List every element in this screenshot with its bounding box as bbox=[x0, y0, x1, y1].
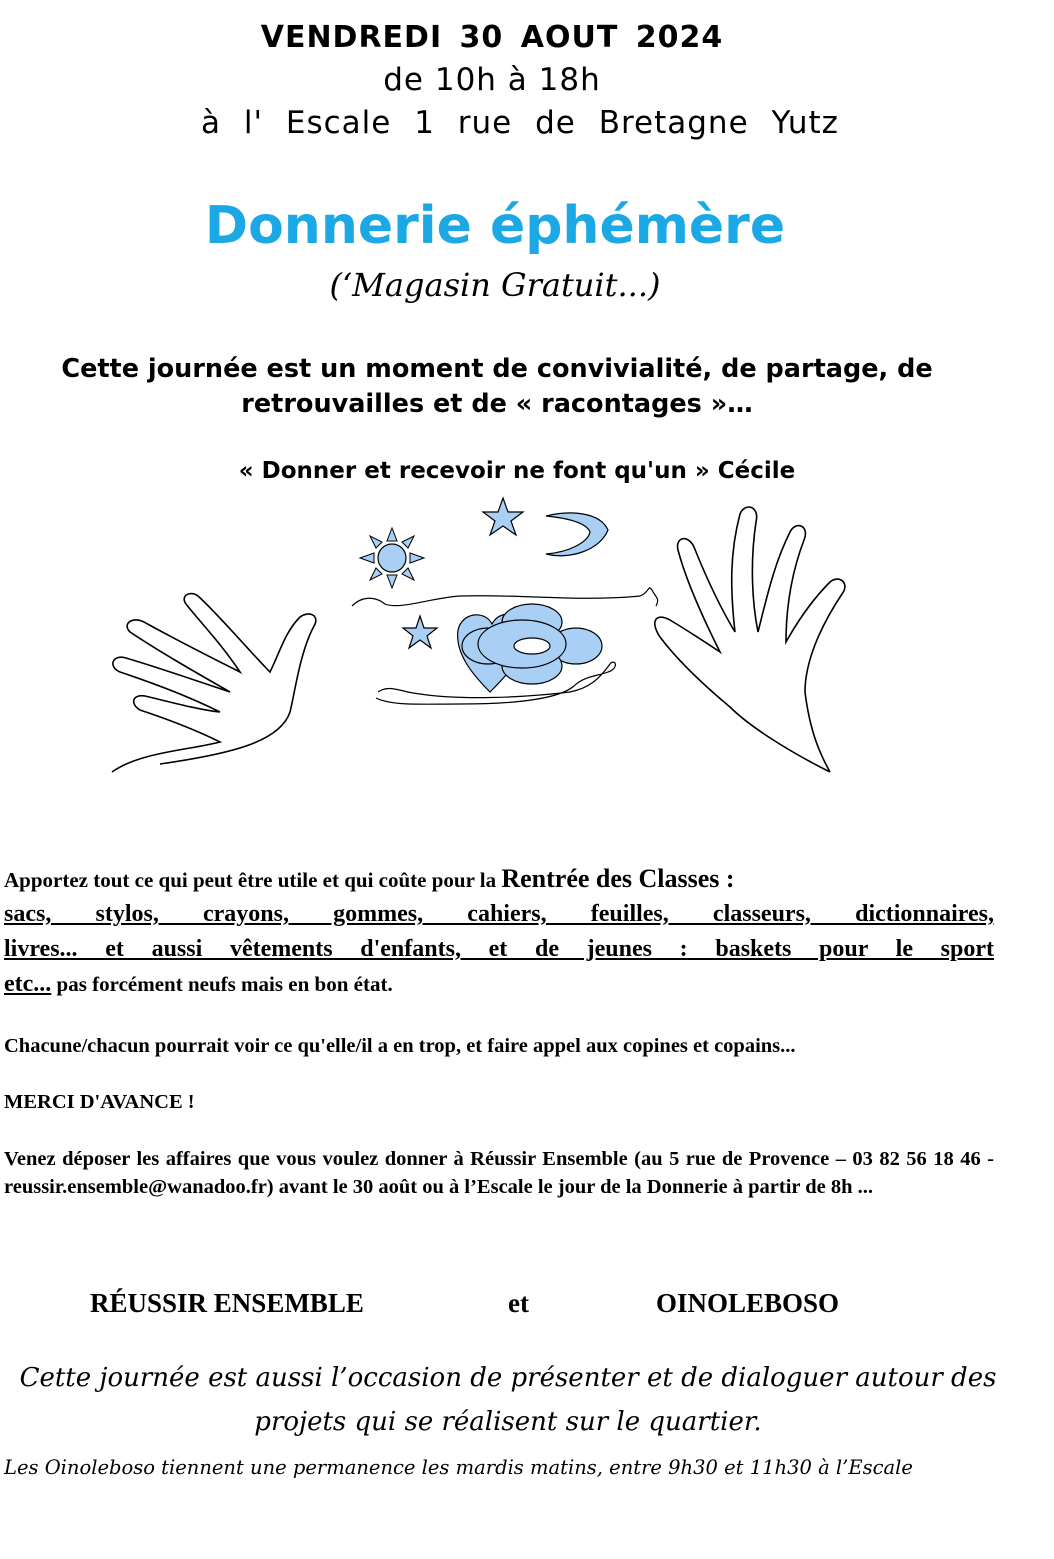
string-icon bbox=[352, 588, 658, 606]
page-subtitle: (‘Magasin Gratuit...) bbox=[329, 266, 661, 304]
donation-condition: pas forcément neufs mais en bon état. bbox=[51, 972, 393, 996]
donation-highlight: Rentrée des Classes : bbox=[501, 864, 735, 893]
closing-text: Cette journée est aussi l’occasion de présenter et de dialoguer autour des projets qui se réalisent sur le quartier. bbox=[19, 1363, 997, 1437]
thanks-text: MERCI D'AVANCE ! bbox=[4, 1091, 195, 1113]
event-date: VENDREDI 30 AOUT 2024 bbox=[260, 20, 724, 55]
moon-icon bbox=[546, 513, 608, 556]
hands-illustration bbox=[100, 492, 930, 792]
right-hand-icon bbox=[655, 507, 845, 772]
star-icon bbox=[483, 498, 523, 535]
intro-text: Cette journée est un moment de convivialité, de partage, de retrouvailles et de « racontages »… bbox=[61, 354, 933, 419]
organizer-separator: et bbox=[508, 1288, 529, 1318]
sharing-text: Chacune/chacun pourrait voir ce qu'elle/il a en trop, et faire appel aux copines et copains... bbox=[4, 1035, 796, 1057]
deposit-text: Venez déposer les affaires que vous voulez donner à Réussir Ensemble (au 5 rue de Provence – 03 82 56 18 46 - reussir.ensemble@wanadoo.fr) avant le 30 août ou à l’Escale le jour de la Donnerie à partir de 8h ... bbox=[4, 1148, 994, 1198]
donation-items-line: etc... bbox=[4, 971, 52, 997]
event-place: à l' Escale 1 rue de Bretagne Yutz bbox=[201, 105, 839, 141]
donation-list bbox=[4, 862, 994, 1001]
permanence-text: Les Oinoleboso tiennent une permanence les mardis matins, entre 9h30 et 11h30 à l’Escale bbox=[4, 1456, 913, 1479]
left-hand-icon bbox=[112, 594, 316, 772]
donation-items-line: sacs, stylos, crayons, gommes, cahiers, feuilles, classeurs, dictionnaires, bbox=[4, 901, 994, 927]
sun-icon bbox=[360, 528, 424, 588]
donation-intro: Apportez tout ce qui peut être utile et qui coûte pour la bbox=[4, 868, 502, 892]
star-icon bbox=[403, 616, 437, 648]
event-hours: de 10h à 18h bbox=[383, 62, 601, 98]
organizer-reussir-ensemble: RÉUSSIR ENSEMBLE bbox=[90, 1288, 364, 1318]
quote-text: « Donner et recevoir ne font qu'un » Cécile bbox=[238, 458, 796, 484]
organizer-oinoleboso: OINOLEBOSO bbox=[656, 1288, 840, 1318]
page-title: Donnerie éphémère bbox=[204, 196, 786, 256]
donation-items-line: livres... et aussi vêtements d'enfants, et de jeunes : baskets pour le sport bbox=[4, 936, 994, 962]
